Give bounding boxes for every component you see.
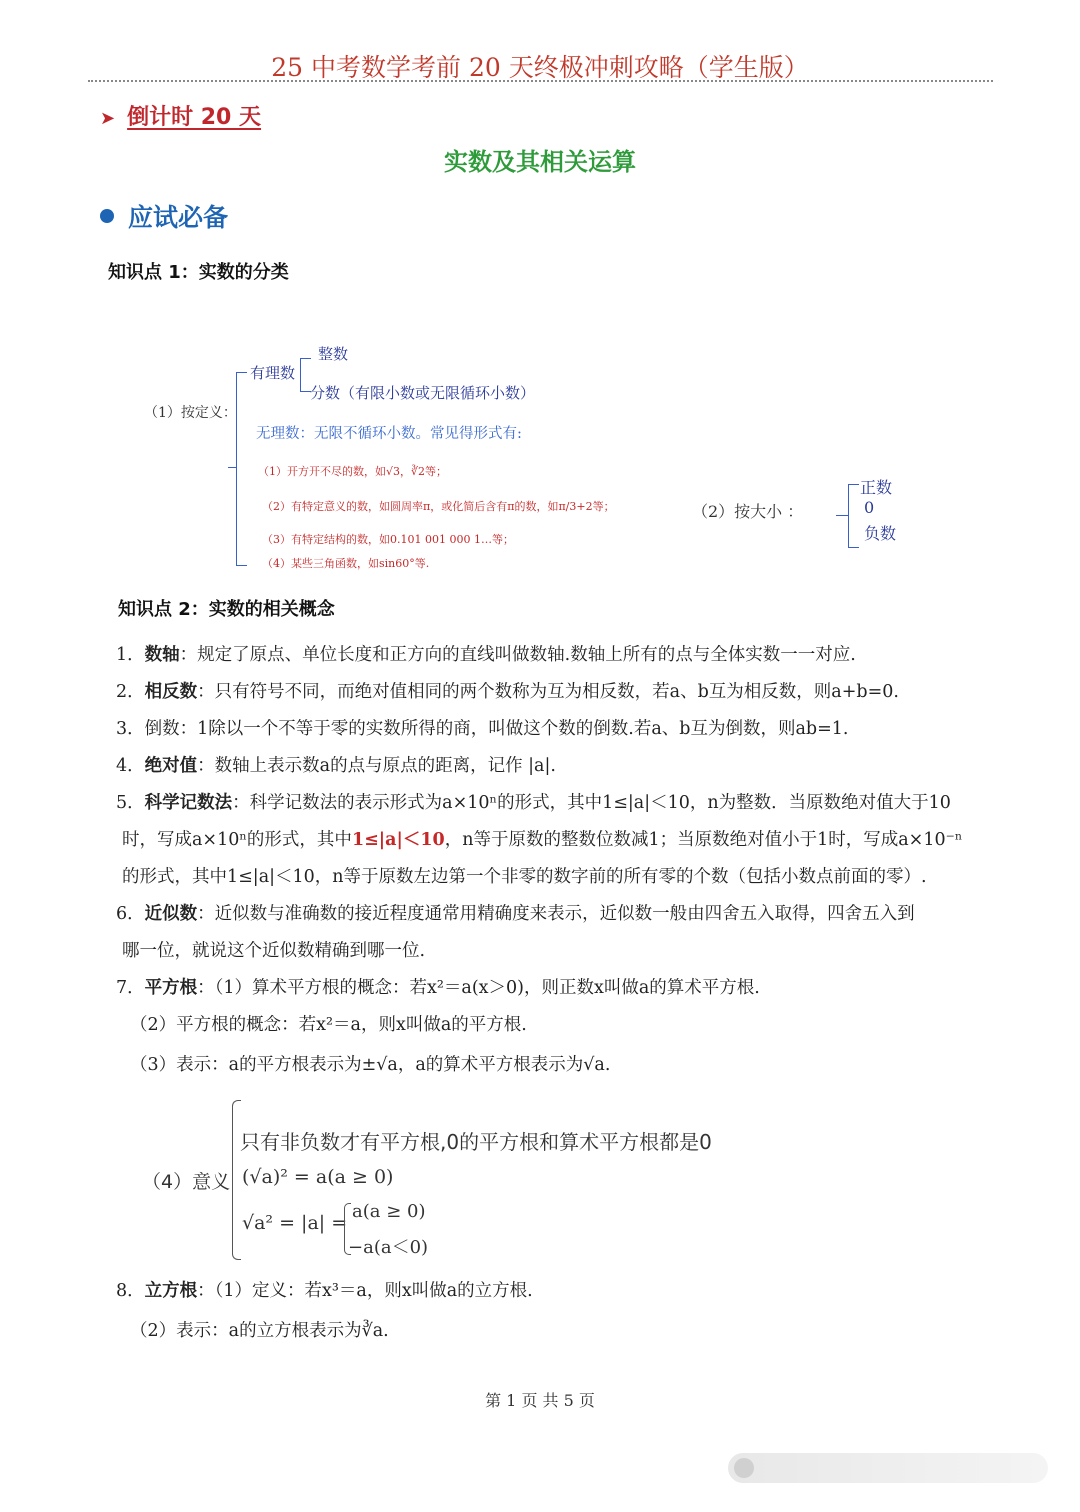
kp2-title: 知识点 2：实数的相关概念 (118, 599, 335, 620)
size-brace-tip (836, 515, 848, 516)
list-item-continued: （2）平方根的概念：若x²＝a，则x叫做a的平方根. (130, 1015, 527, 1035)
list-item: 1．数轴：规定了原点、单位长度和正方向的直线叫做数轴.数轴上所有的点与全体实数一一对应. (116, 645, 856, 665)
list-item: 5．科学记数法：科学记数法的表示形式为a×10ⁿ的形式，其中1≤|a|＜10，n为整数．当原数绝对值大于10 (116, 793, 951, 813)
kp1-title: 知识点 1：实数的分类 (108, 262, 289, 283)
list-item-continued: 时，写成a×10ⁿ的形式，其中1≤|a|＜10，n等于原数的整数位数减1；当原数绝对值小于1时，写成a×10⁻ⁿ (122, 830, 963, 850)
meaning-line-2: (√a)² = a(a ≥ 0) (242, 1166, 394, 1188)
main-brace-tip (228, 467, 236, 468)
list-item: 8．立方根：（1）定义：若x³＝a，则x叫做a的立方根. (116, 1281, 533, 1301)
irrational-item-3: （3）有特定结构的数，如0.101 001 000 1…等； (262, 533, 514, 546)
meaning-brace (232, 1100, 241, 1260)
header-divider (88, 80, 993, 82)
list-item-continued: （3）表示：a的平方根表示为±√a，a的算术平方根表示为√a. (130, 1055, 611, 1075)
integer-label: 整数 (318, 345, 349, 363)
abs-case-2: −a(a＜0) (348, 1237, 429, 1258)
irrational-label: 无理数：无限不循环小数。常见得形式有: (256, 426, 522, 442)
by-definition-label: （1）按定义： (144, 405, 237, 421)
list-item: 3．倒数：1除以一个不等于零的实数所得的商，叫做这个数的倒数.若a、b互为倒数，则ab=1. (116, 719, 849, 739)
abs-case-1: a(a ≥ 0) (352, 1201, 426, 1222)
main-brace (236, 372, 247, 566)
page-footer: 第 1 页 共 5 页 (485, 1391, 595, 1410)
countdown-heading (100, 100, 261, 131)
positive-label: 正数 (860, 478, 893, 497)
meaning-label: （4）意义 (142, 1171, 231, 1193)
list-item-continued: 的形式，其中1≤|a|＜10，n等于原数左边第一个非零的数字前的所有零的个数（包括小数点前面的零）. (122, 867, 927, 887)
negative-label: 负数 (864, 524, 897, 543)
list-item-continued: （2）表示：a的立方根表示为∛a. (130, 1321, 389, 1341)
meaning-line-1: 只有非负数才有平方根,0的平方根和算术平方根都是0 (240, 1130, 712, 1154)
meaning-line-3: √a² = |a| = (242, 1212, 348, 1234)
fraction-label: 分数（有限小数或无限循环小数） (310, 384, 536, 402)
section-label: 应试必备 (128, 203, 229, 232)
list-item: 6．近似数：近似数与准确数的接近程度通常用精确度来表示，近似数一般由四舍五入取得，四舍五入到 (116, 904, 915, 924)
list-item: 2．相反数：只有符号不同，而绝对值相同的两个数称为互为相反数，若a、b互为相反数，则a+b=0. (116, 682, 899, 702)
irrational-item-4: （4）某些三角函数，如sin60°等. (262, 557, 430, 570)
zero-label: 0 (864, 498, 875, 517)
section-heading (100, 198, 228, 234)
countdown-label: 倒计时 20 天 (127, 105, 262, 130)
by-size-label: （2）按大小 ： (692, 502, 804, 521)
topic-title: 实数及其相关运算 (444, 148, 636, 176)
overlay-bar (728, 1453, 1048, 1483)
bullet-icon (100, 209, 114, 223)
list-item: 4．绝对值：数轴上表示数a的点与原点的距离，记作 |a|. (116, 756, 556, 776)
irrational-item-2: （2）有特定意义的数，如圆周率π，或化简后含有π的数，如π/3+2等； (262, 500, 615, 513)
document-header-title: 25 中考数学考前 20 天终极冲刺攻略（学生版） (271, 53, 809, 82)
arrow-icon: ➤ (100, 108, 116, 129)
size-brace (848, 484, 859, 548)
list-item: 7．平方根：（1）算术平方根的概念：若x²＝a(x＞0)，则正数x叫做a的算术平方根. (116, 978, 760, 998)
list-item-continued: 哪一位，就说这个近似数精确到哪一位. (122, 941, 426, 961)
comment-icon (734, 1458, 754, 1478)
irrational-item-1: （1）开方开不尽的数，如√3，∛2等； (258, 465, 448, 478)
rational-label: 有理数 (250, 364, 296, 382)
